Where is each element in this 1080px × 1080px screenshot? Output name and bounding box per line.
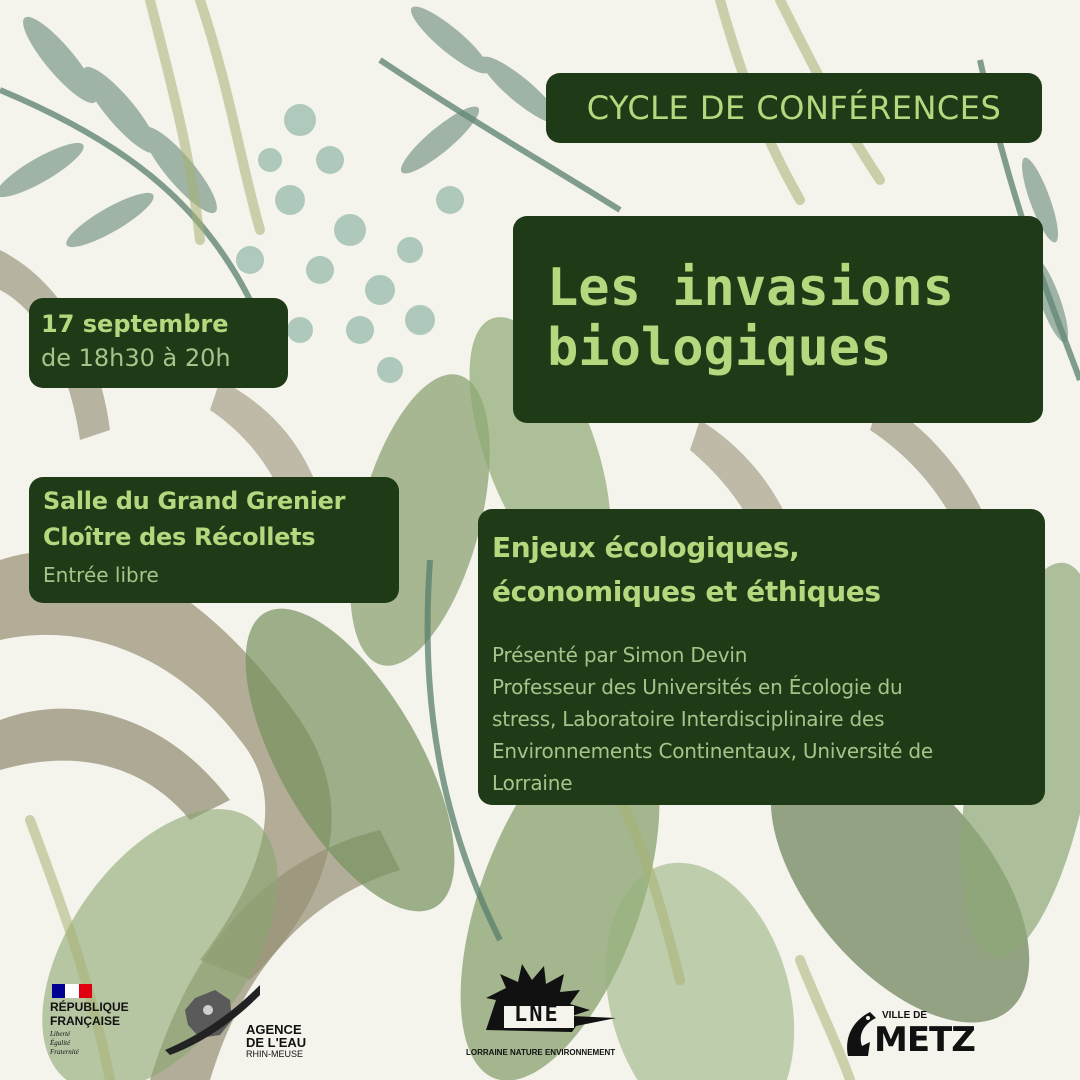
agence-line-2: DE L'EAU — [246, 1035, 307, 1050]
france-map-icon — [160, 980, 260, 1055]
event-date: 17 septembre — [41, 310, 229, 338]
cycle-label-box — [546, 73, 1042, 143]
talk-subtitle-line-2: économiques et éthiques — [492, 575, 881, 608]
venue-box — [29, 477, 399, 603]
agence-line-3: RHIN-MEUSE — [246, 1049, 304, 1059]
event-time: de 18h30 à 20h — [41, 344, 231, 372]
lne-logo — [466, 960, 631, 1065]
republique-motto-3: Fraternité — [50, 1048, 79, 1056]
ville-de-metz-logo — [840, 1006, 975, 1066]
title-line-2: biologiques — [547, 318, 892, 378]
metz-prefix: VILLE DE — [882, 1010, 928, 1021]
presenter-line: Environnements Continentaux, Université de — [492, 739, 934, 763]
marianne-logo-icon — [52, 984, 92, 998]
republique-line-1: RÉPUBLIQUE — [50, 1000, 129, 1014]
presenter-line: Présenté par Simon Devin — [492, 643, 748, 667]
lne-name: LORRAINE NATURE ENVIRONNEMENT — [466, 1048, 616, 1057]
republique-line-2: FRANÇAISE — [50, 1014, 121, 1028]
republique-motto-1: Liberté — [50, 1030, 71, 1038]
agence-line-1: AGENCE — [246, 1022, 302, 1037]
lne-acronym: LNE — [514, 1002, 560, 1027]
venue-line-1: Salle du Grand Grenier — [43, 487, 346, 515]
presenter-line: Professeur des Universités en Écologie du — [492, 675, 903, 699]
title-line-1: Les invasions — [547, 258, 954, 318]
date-box — [29, 298, 288, 388]
agence-de-leau-logo — [160, 980, 325, 1060]
hedgehog-icon — [466, 960, 626, 1040]
republique-motto-2: Égalité — [50, 1039, 71, 1047]
metz-name: METZ — [874, 1020, 975, 1060]
presenter-line: Lorraine — [492, 771, 573, 795]
talk-box — [478, 509, 1045, 805]
cycle-label: CYCLE DE CONFÉRENCES — [586, 89, 1002, 127]
talk-subtitle-line-1: Enjeux écologiques, — [492, 531, 800, 564]
republique-francaise-logo — [50, 984, 150, 1064]
venue-line-2: Cloître des Récollets — [43, 523, 316, 551]
presenter-line: stress, Laboratoire Interdisciplinaire des — [492, 707, 885, 731]
entry-note: Entrée libre — [43, 563, 159, 587]
